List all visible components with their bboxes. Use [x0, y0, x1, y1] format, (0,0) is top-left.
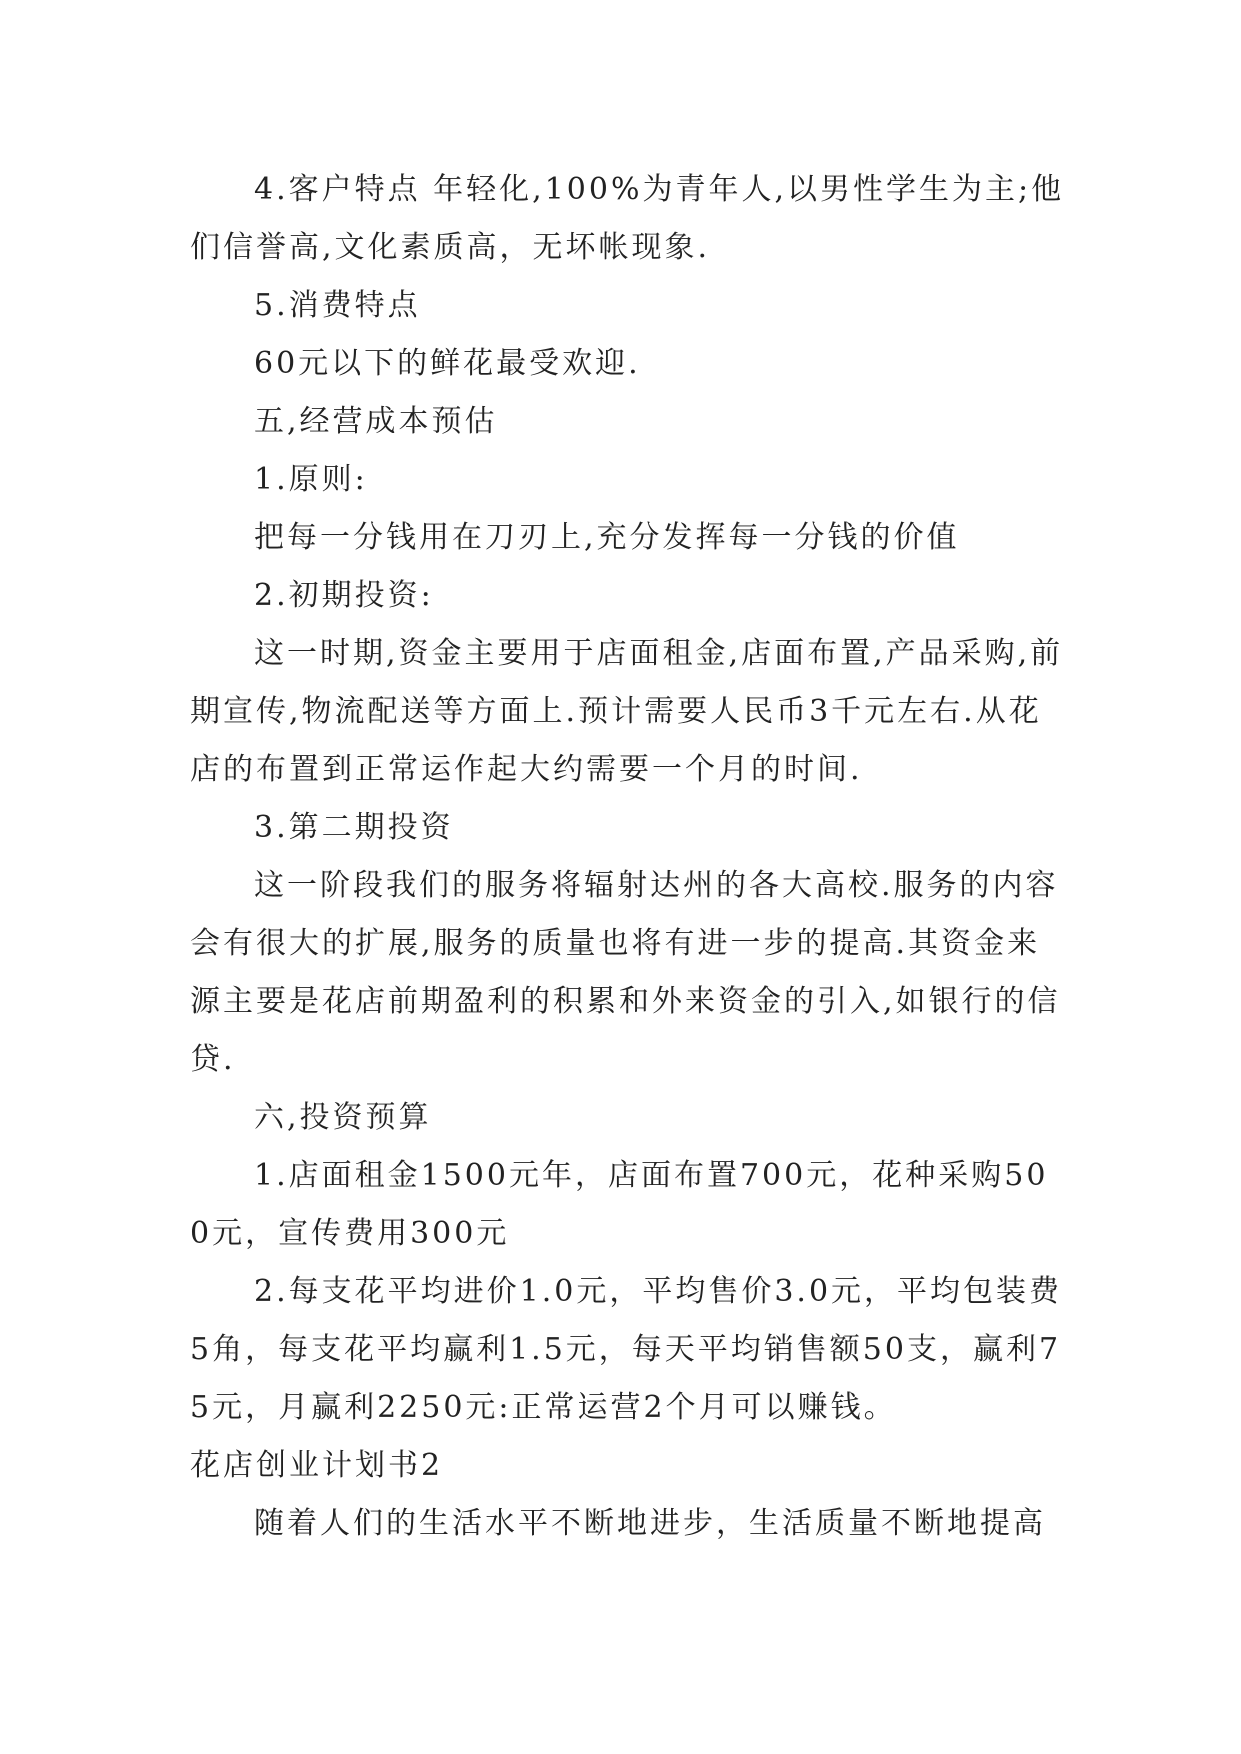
paragraph-second-investment-detail: 这一阶段我们的服务将辐射达州的各大高校.服务的内容会有很大的扩展,服务的质量也将有进一步的提高.其资金来源主要是花店前期盈利的积累和外来资金的引入,如银行的信贷. — [190, 868, 1061, 1077]
section-heading-cost-estimate: 五,经营成本预估 — [254, 404, 498, 439]
paragraph-customer-traits: 4.客户特点 年轻化,100%为青年人,以男性学生为主;他们信誉高,文化素质高，无坏帐现象. — [190, 172, 1065, 265]
document-body — [190, 161, 1070, 1553]
paragraph-budget-item-2: 2.每支花平均进价1.0元，平均售价3.0元，平均包装费5角，每支花平均赢利1.5元，每天平均销售额50支，赢利75元，月赢利2250元:正常运营2个月可以赚钱。 — [190, 1274, 1063, 1425]
paragraph-initial-investment-detail: 这一时期,资金主要用于店面租金,店面布置,产品采购,前期宣传,物流配送等方面上.预计需要人民币3千元左右.从花店的布置到正常运作起大约需要一个月的时间. — [190, 636, 1064, 787]
document-subtitle: 花店创业计划书2 — [190, 1448, 444, 1483]
paragraph-consumption-heading: 5.消费特点 — [254, 288, 421, 323]
paragraph-budget-item-1: 1.店面租金1500元年，店面布置700元，花种采购500元，宣传费用300元 — [190, 1158, 1049, 1251]
section-heading-investment-budget: 六,投资预算 — [254, 1100, 432, 1135]
paragraph-principle-detail: 把每一分钱用在刀刃上,充分发挥每一分钱的价值 — [254, 520, 960, 555]
paragraph-initial-investment-heading: 2.初期投资: — [254, 578, 434, 613]
paragraph-principle-heading: 1.原则: — [254, 462, 368, 497]
paragraph-intro: 随着人们的生活水平不断地进步，生活质量不断地提高 — [254, 1506, 1046, 1541]
paragraph-second-investment-heading: 3.第二期投资 — [254, 810, 454, 845]
paragraph-consumption-detail: 60元以下的鲜花最受欢迎. — [254, 346, 641, 381]
